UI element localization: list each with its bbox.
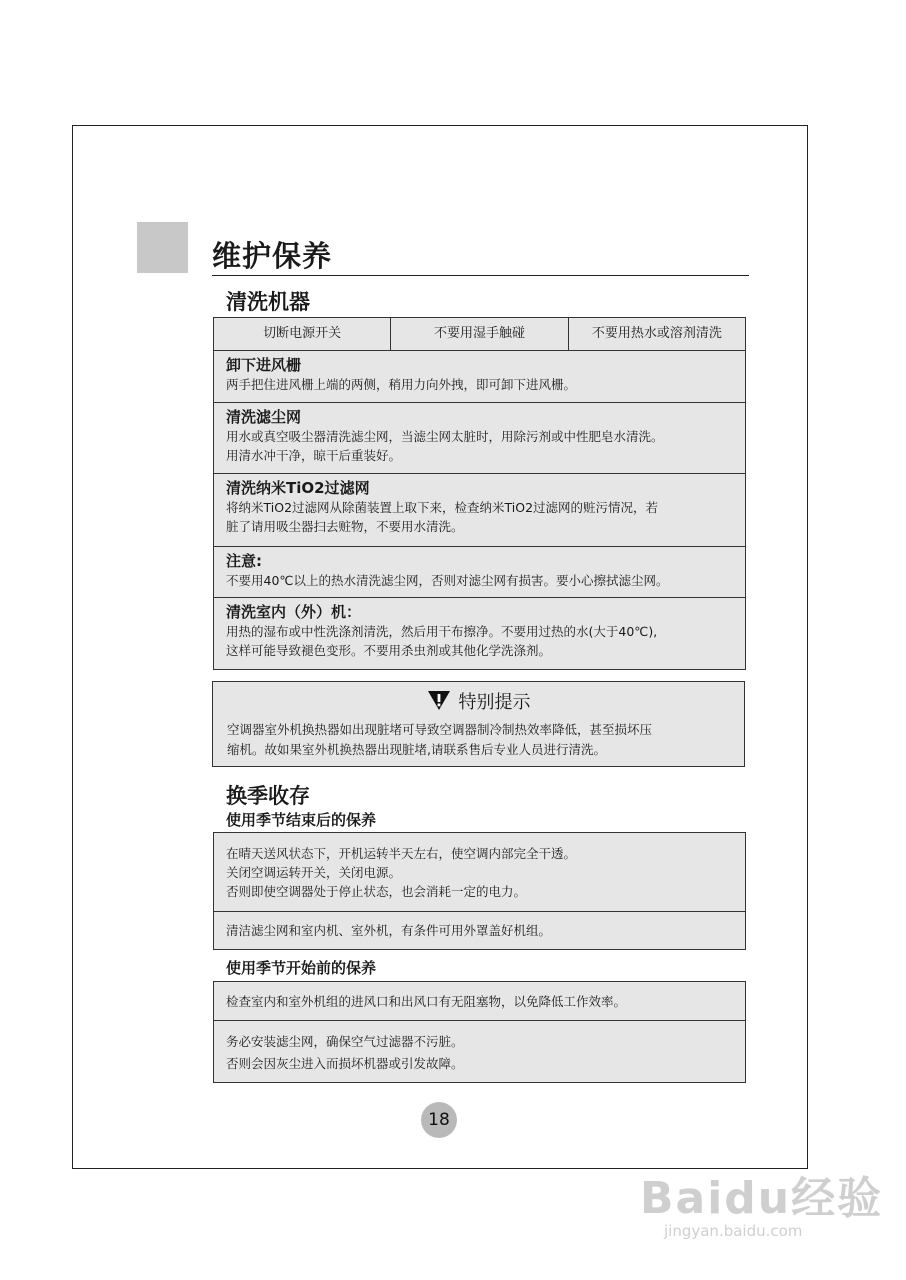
warning-icon (427, 690, 451, 716)
row-text: 在晴天送风状态下，开机运转半天左右，使空调内部完全干透。 (226, 846, 577, 861)
cleaning-row (214, 473, 745, 546)
row-text: 不要用40℃以上的热水清洗滤尘网，否则对滤尘网有损害。要小心擦拭滤尘网。 (226, 573, 669, 588)
storage-title: 换季收存 (226, 784, 310, 808)
row-heading: 清洗纳米TiO2过滤网 (226, 479, 370, 497)
storage-row (214, 982, 745, 1020)
notice-body (227, 720, 734, 760)
title-divider (212, 275, 749, 276)
warning-cell: 不要用热水或溶剂清洗 (568, 318, 745, 350)
watermark-logo: Baidu经验 (640, 1173, 884, 1224)
row-text: 脏了请用吸尘器扫去赃物，不要用水清洗。 (226, 519, 464, 534)
special-notice (212, 681, 745, 767)
notice-title: 特别提示 (458, 692, 531, 713)
row-heading: 注意: (226, 552, 262, 570)
row-text: 用热的湿布或中性洗涤剂清洗，然后用干布擦净。不要用过热的水(大于40℃), (226, 624, 658, 639)
after-season-title: 使用季节结束后的保养 (226, 811, 377, 829)
row-text: 检查室内和室外机组的进风口和出风口有无阻塞物，以免降低工作效率。 (226, 994, 627, 1009)
warning-cell: 切断电源开关 (263, 326, 342, 341)
storage-row (214, 833, 745, 911)
page-number: 18 (421, 1102, 457, 1138)
cleaning-row (214, 597, 745, 669)
cleaning-row (214, 546, 745, 597)
cleaning-row (214, 350, 745, 402)
notice-line: 缩机。故如果室外机换热器出现脏堵,请联系售后专业人员进行清洗。 (227, 742, 606, 757)
cleaning-row (214, 402, 745, 473)
row-heading: 清洗室内（外）机： (226, 603, 362, 621)
section-subtitle: 清洗机器 (226, 290, 310, 314)
row-text: 将纳米TiO2过滤网从除菌装置上取下来，检查纳米TiO2过滤网的赃污情况，若 (226, 500, 659, 515)
before-season-table (213, 981, 746, 1083)
row-text: 用水或真空吸尘器清洗滤尘网，当滤尘网太脏时，用除污剂或中性肥皂水清洗。 (226, 429, 664, 444)
notice-line: 空调器室外机换热器如出现脏堵可导致空调器制冷制热效率降低，甚至损坏压 (227, 722, 653, 737)
row-text: 两手把住进风栅上端的两侧，稍用力向外拽，即可卸下进风栅。 (226, 377, 577, 392)
row-text: 务必安装滤尘网，确保空气过滤器不污脏。 (226, 1034, 464, 1049)
page-title: 维护保养 (212, 239, 333, 273)
after-season-table (213, 832, 746, 950)
row-text: 关闭空调运转开关，关闭电源。 (226, 865, 402, 880)
row-text: 否则即使空调器处于停止状态，也会消耗一定的电力。 (226, 884, 527, 899)
row-heading: 卸下进风栅 (226, 356, 302, 374)
row-text: 清洁滤尘网和室内机、室外机，有条件可用外罩盖好机组。 (226, 923, 552, 938)
warning-cell: 不要用湿手触碰 (390, 318, 567, 350)
storage-row (214, 911, 745, 949)
section-marker (137, 222, 188, 273)
watermark-url: jingyan.baidu.com (664, 1222, 803, 1240)
row-text: 用清水冲干净，晾干后重装好。 (226, 448, 402, 463)
row-text: 这样可能导致褪色变形。不要用杀虫剂或其他化学洗涤剂。 (226, 643, 552, 658)
notice-header (213, 688, 744, 716)
warning-row (214, 318, 745, 350)
storage-row (214, 1020, 745, 1082)
before-season-title: 使用季节开始前的保养 (226, 959, 377, 977)
row-text: 否则会因灰尘进入而损坏机器或引发故障。 (226, 1056, 464, 1071)
cleaning-table (213, 317, 746, 670)
row-heading: 清洗滤尘网 (226, 408, 302, 426)
baidu-watermark (640, 1162, 883, 1240)
